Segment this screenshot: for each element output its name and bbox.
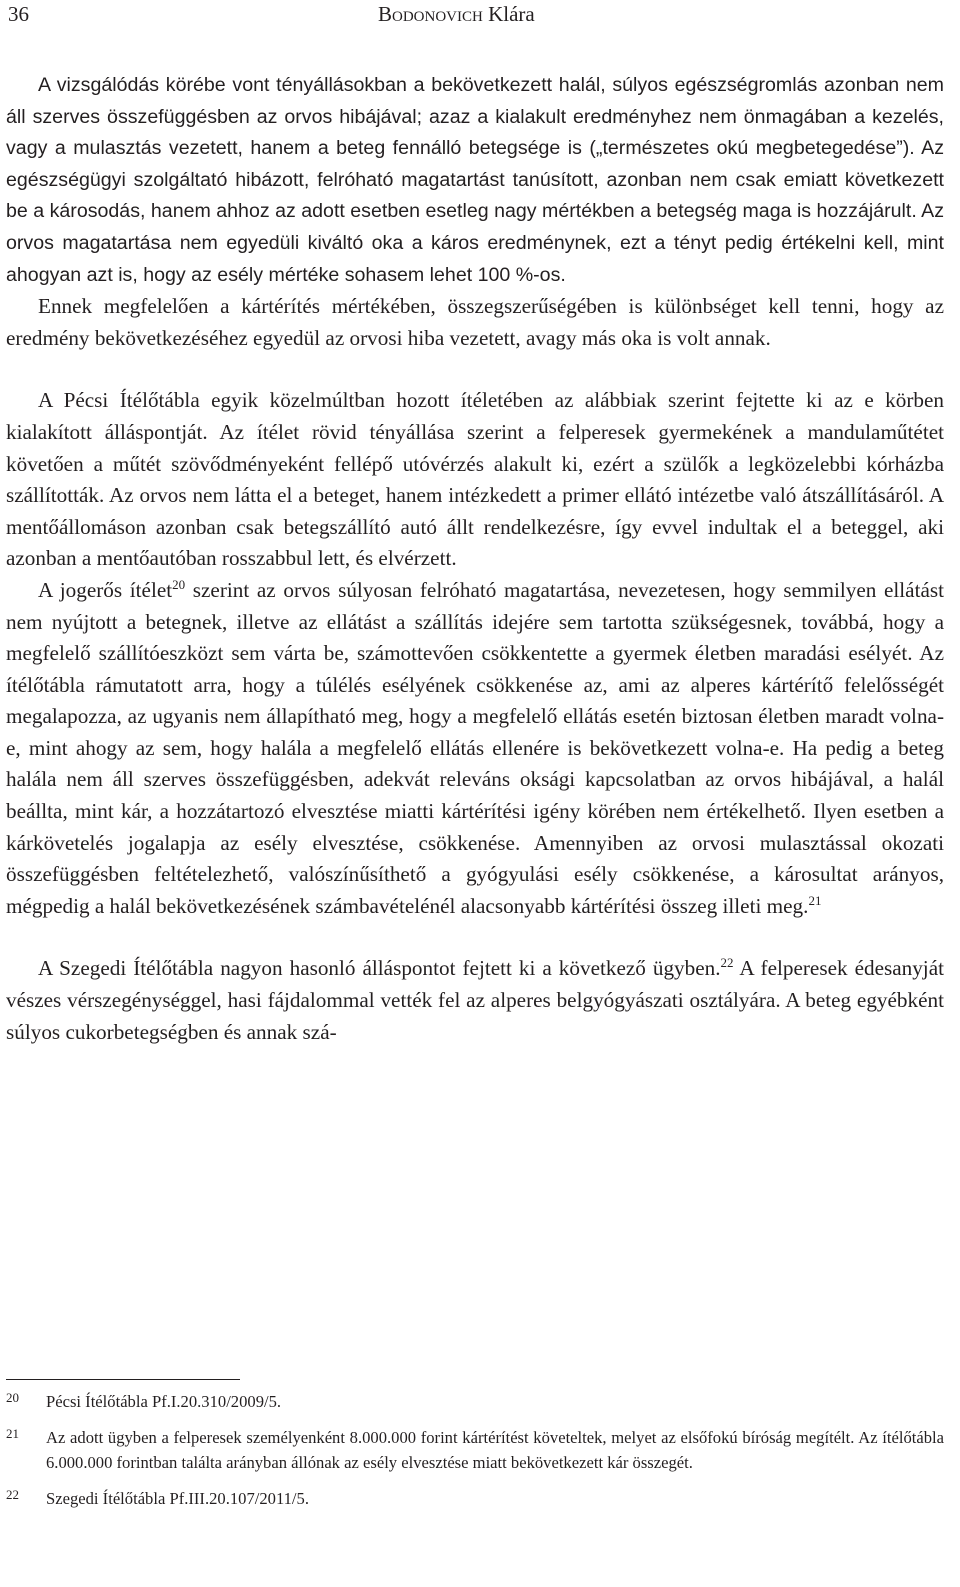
paragraph-text: A vizsgálódás körébe vont tényállásokban a bekövetkezett halál, súlyos egészségromlás azonban nem áll szerves összefüggésben az orvos hibájával; azaz a kialakult eredményhez nem önmagában a kezelés, vagy a mulasztás vezetett, hanem a beteg fennálló betegsége is („természetes okú megbetegedése”). Az egészségügyi szolgáltató hibázott, felróható magatartást tanúsított, azonban nem csak emiatt következett be a károsodás, hanem ahhoz az adott esetben esetleg nagy mértékben a betegség maga is hozzájárult. Az orvos magatartása nem egyedüli kiváltó oka a káros eredménynek, ezt a tényt pedig értékelni kell, mint ahogyan azt is, hogy az esély mértéke sohasem lehet 100 %-os. [6, 74, 944, 286]
footnote [6, 1486, 944, 1511]
paragraph [6, 291, 944, 354]
footnotes [6, 1389, 944, 1522]
footnote [6, 1389, 944, 1414]
footnote-text: Az adott ügyben a felperesek személyenként 8.000.000 forint kártérítést követeltek, melyet az elsőfokú bíróság megítélt. Az ítélőtábla 6.000.000 forintban találta arányban állónak az esély elvesztése miatt bekövetkezett kár összegét. [46, 1428, 944, 1472]
footnote-reference: 22 [720, 955, 734, 971]
footnote [6, 1425, 944, 1475]
paragraph [6, 385, 944, 575]
paragraph [6, 70, 944, 291]
footnote-number: 20 [6, 1390, 19, 1405]
paragraph-text: A Pécsi Ítélőtábla egyik közelmúltban hozott ítéletében az alábbiak szerint fejtette ki az e körben kialakított álláspontját. Az ítélet rövid tényállása szerint a felperesek gyermekének a mandulaműtétet követően a műtét szövődményeként fellépő utóvérzés alakult ki, ezért a szülők a legközelebbi kórházba szállították. Az orvos nem látta el a beteget, hanem intézkedett a primer ellátó intézetbe való átszállításáról. A mentőállomáson azonban csak betegszállító autó állt rendelkezésre, így evvel indultak el a beteggel, aki azonban a mentőautóban rosszabbul lett, és elvérzett. [6, 388, 944, 571]
paragraph-text: A jogerős ítélet [38, 577, 173, 602]
page-number: 36 [8, 2, 29, 26]
running-head-author [378, 0, 535, 28]
paragraph-text: Ennek megfelelően a kártérítés mértékében, összegszerűségében is különbséget kell tenni, hogy az eredmény bekövetkezéséhez egyedül az orvosi hiba vezetett, avagy más oka is volt annak. [6, 294, 944, 350]
author-given-name: Klára [488, 2, 535, 26]
footnote-number: 22 [6, 1487, 19, 1502]
paragraph-text: A felperesek édesanyját vészes vérszegénységgel, hasi fájdalommal vették fel az alperes belgyógyászati osztályára. A beteg egyébként súlyos cukorbetegségben és annak szá- [6, 956, 944, 1044]
body-text [6, 70, 944, 1048]
paragraph-text: szerint az orvos súlyosan felróható magatartása, nevezetesen, hogy semmilyen ellátást nem nyújtott a betegnek, illetve az ellátást a szállítás idejére sem tartotta szükségesnek, továbbá, hogy a megfelelő szállítóeszközt sem várta be, számottevően csökkentette a gyermek életben maradási esélyét. Az ítélőtábla rámutatott arra, hogy a túlélés esélyének csökkenése az, ami az alperes kártérítő felelősségét megalapozza, az ugyanis nem állapítható meg, hogy a megfelelő ellátás esetén biztosan életben maradt volna-e, mint ahogy az sem, hogy halála a megfelelő ellátás ellenére is bekövetkezett volna-e. Ha pedig a beteg halála nem áll szerves összefüggésben, adekvát releváns oksági kapcsolatban az orvos hibájával, a halál beállta, mint kár, a hozzátartozó elvesztése miatti kártérítési igény körében nem értékelhető. Ilyen esetben a kárkövetelés jogalapja az esély elvesztése, csökkenése. Amennyiben az orvosi mulasztással okozati összefüggésben feltételezhető, valószínűsíthető a gyógyulási esély csökkenése, a károsultat arányos, mégpedig a halál bekövetkezésének számbavételénél alacsonyabb kártérítési összeg illeti meg. [6, 577, 944, 918]
footnote-reference: 20 [172, 576, 186, 592]
paragraph [6, 575, 944, 923]
paragraph-text: A Szegedi Ítélőtábla nagyon hasonló álláspontot fejtett ki a következő ügyben. [38, 956, 721, 981]
author-surname: Bodonovich [378, 2, 483, 26]
footnote-number: 21 [6, 1426, 19, 1441]
running-header [8, 0, 944, 28]
footnote-text: Szegedi Ítélőtábla Pf.III.20.107/2011/5. [46, 1489, 309, 1508]
footnote-reference: 21 [808, 892, 822, 908]
footnote-rule [6, 1379, 240, 1380]
paragraph [6, 953, 944, 1048]
footnote-text: Pécsi Ítélőtábla Pf.I.20.310/2009/5. [46, 1392, 282, 1411]
